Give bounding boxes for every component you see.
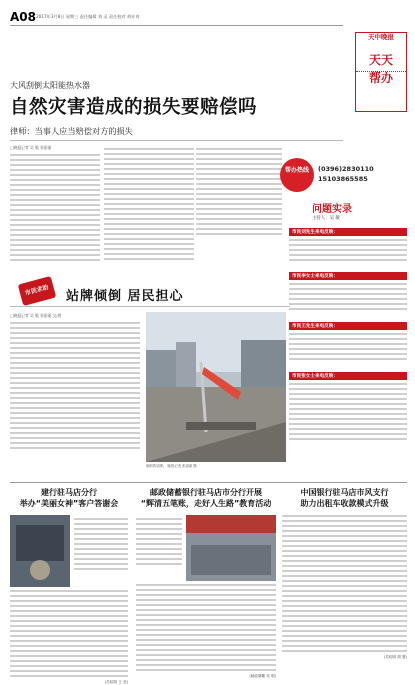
bus-stop-photo (146, 312, 286, 462)
article-column-3 (196, 145, 282, 238)
article-text-lines (104, 148, 194, 260)
qa-item (289, 272, 407, 313)
page-header (10, 10, 410, 24)
bottom-article-2-title-line2: “辉清五笔账，走好人生路”教育活动 (140, 499, 272, 508)
qa-text-lines (289, 239, 407, 261)
page-number: A08 (10, 10, 36, 24)
qa-text-lines (289, 383, 407, 440)
qa-item-heading: 市民王先生来电反映： (289, 322, 407, 330)
article-text-lines (136, 515, 182, 581)
article-column-1 (10, 145, 100, 264)
article-headline: 自然灾害造成的损失要赔偿吗 (10, 97, 258, 118)
hotline-badge: 帮办热线 (280, 158, 314, 192)
qa-item-heading: 市民张女士来电反映： (289, 372, 407, 380)
hotline-phone-1: (0396)2830110 (318, 165, 374, 173)
article-text-lines (10, 590, 128, 677)
article-text-lines (136, 584, 276, 671)
qa-panel-host: 主持人：吴 敏 (312, 216, 340, 221)
article-column-2 (104, 145, 194, 263)
event-photo (186, 515, 276, 581)
article-text-lines (10, 322, 140, 449)
brand-box (355, 32, 407, 112)
article-kicker: 大风刮倒太阳能热水器 (10, 81, 90, 90)
article-text-lines (282, 515, 407, 652)
qa-panel-title: 问题实录 (312, 204, 352, 215)
article-subhead: 律师：当事人应当赔偿对方的损失 (10, 126, 133, 136)
bottom-article-3-title-line1: 中国银行驻马店市风支行 (300, 488, 389, 497)
section-badge: 市民求助 (18, 276, 57, 306)
qa-item (289, 322, 407, 363)
qa-item-heading: 市民李女士来电反映： (289, 272, 407, 280)
article-text-lines (196, 148, 282, 235)
bottom-article-1-title-line1: 建行驻马店分行 (41, 488, 97, 497)
mid-article-text (10, 313, 140, 452)
section-rule (10, 306, 290, 307)
hotline-phones (318, 164, 374, 184)
bottom-article-3-title-line2: 助力出租车收款模式升级 (300, 499, 389, 508)
hotline-box (280, 158, 405, 194)
brand-logo: 天中晚报 (368, 33, 394, 41)
photo-caption: 倾倒的站牌。 晚报记者 张丽丽 摄 (146, 464, 197, 468)
qa-text-lines (289, 333, 407, 360)
bottom-article-2-title-line1: 邮政储蓄银行驻马店市分行开展 (150, 488, 262, 497)
header-meta: 2017年3月8日 星期三 责任编辑 刘 灵 责任校对 胡亦冉 (36, 14, 140, 19)
section-title: 站牌倾倒 居民担心 (66, 289, 184, 304)
qa-item (289, 228, 407, 264)
subhead-rule (10, 140, 343, 141)
bottom-rule (10, 482, 407, 483)
brand-line2: 帮办 (368, 71, 393, 85)
bottom-article-2 (136, 487, 276, 679)
mid-article-byline: □晚报记者 吴 敏 张丽丽 文/图 (10, 313, 62, 318)
article-byline: □晚报记者 吴 敏 张丽丽 (10, 145, 52, 150)
event-photo (10, 515, 70, 587)
article-text-lines (74, 515, 128, 587)
bottom-article-3 (282, 487, 407, 660)
bottom-article-1 (10, 487, 128, 685)
bottom-article-2-credit: (邮政储蓄 吴 明) (249, 674, 276, 678)
bottom-article-1-credit: (苏绍明 王 莹) (104, 680, 128, 684)
qa-item-heading: 市民刘先生来电反映： (289, 228, 407, 236)
hotline-phone-2: 15103865585 (318, 175, 368, 183)
qa-item (289, 372, 407, 443)
bottom-article-3-credit: (苏绍明 胡 慧) (383, 655, 407, 659)
brand-line1: 天天 (356, 51, 406, 72)
qa-text-lines (289, 283, 407, 310)
bottom-article-1-title-line2: 举办“美丽女神”客户答谢会 (19, 499, 119, 508)
header-rule (10, 25, 343, 26)
article-text-lines (10, 154, 100, 261)
